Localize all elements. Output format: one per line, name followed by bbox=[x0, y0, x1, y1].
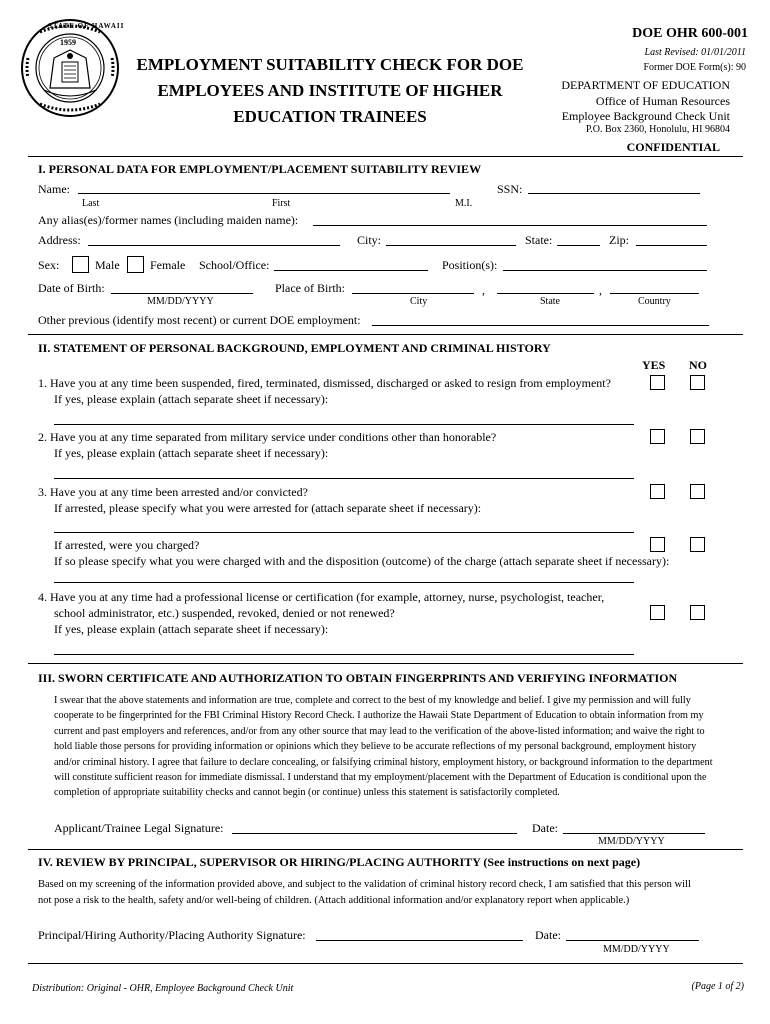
male-checkbox[interactable] bbox=[72, 256, 89, 273]
authority-date-label: Date: bbox=[535, 928, 561, 942]
q3b-text: If arrested, were you charged? bbox=[54, 538, 200, 552]
q3-answer-line[interactable] bbox=[54, 532, 634, 533]
sex-label: Sex: bbox=[38, 258, 60, 272]
divider bbox=[28, 334, 743, 335]
q1-answer-line[interactable] bbox=[54, 424, 634, 425]
q4-line2: school administrator, etc.) suspended, revoked, denied or not renewed? bbox=[54, 606, 395, 620]
other-employment-label: Other previous (identify most recent) or current DOE employment: bbox=[38, 313, 361, 327]
office: Office of Human Resources bbox=[595, 94, 730, 108]
q1-no-checkbox[interactable] bbox=[690, 375, 705, 390]
q1-yes-checkbox[interactable] bbox=[650, 375, 665, 390]
state-seal bbox=[20, 18, 125, 118]
pob-comma-2: , bbox=[599, 283, 602, 297]
seal-year: 1959 bbox=[60, 38, 76, 47]
applicant-signature-label: Applicant/Trainee Legal Signature: bbox=[54, 821, 224, 835]
q1-sub: If yes, please explain (attach separate sheet if necessary): bbox=[54, 392, 329, 406]
divider bbox=[28, 849, 743, 850]
q3-sub: If arrested, please specify what you were arrested for (attach separate sheet if necessary): bbox=[54, 501, 482, 515]
ssn-field[interactable] bbox=[528, 193, 700, 194]
q3-text: 3. Have you at any time been arrested and/or convicted? bbox=[38, 485, 308, 499]
title-line-2: EMPLOYEES AND INSTITUTE OF HIGHER bbox=[157, 81, 503, 100]
position-label: Position(s): bbox=[442, 258, 498, 272]
q3-yes-checkbox[interactable] bbox=[650, 484, 665, 499]
last-hint: Last bbox=[82, 198, 100, 209]
q4-text: 4. Have you at any time had a professional license or certification (for example, attorney, nurse, psychologist, teacher, bbox=[38, 590, 605, 604]
dob-label: Date of Birth: bbox=[38, 281, 105, 295]
q3-no-checkbox[interactable] bbox=[690, 484, 705, 499]
pob-city-field[interactable] bbox=[352, 293, 474, 294]
address-label: Address: bbox=[38, 233, 81, 247]
divider bbox=[28, 663, 743, 664]
pob-state-field[interactable] bbox=[497, 293, 594, 294]
form-id: DOE OHR 600-001 bbox=[632, 26, 748, 41]
department: DEPARTMENT OF EDUCATION bbox=[561, 78, 730, 92]
q2-text: 2. Have you at any time separated from military service under conditions other than honorable? bbox=[38, 430, 497, 444]
female-checkbox[interactable] bbox=[127, 256, 144, 273]
title-line-3: EDUCATION TRAINEES bbox=[233, 107, 427, 126]
divider bbox=[28, 156, 743, 157]
ssn-label: SSN: bbox=[497, 182, 523, 196]
unit: Employee Background Check Unit bbox=[561, 109, 730, 123]
state-label: State: bbox=[525, 233, 553, 247]
authority-date-field[interactable] bbox=[566, 940, 699, 941]
last-revised: Last Revised: 01/01/2011 bbox=[644, 47, 746, 58]
first-hint: First bbox=[272, 198, 291, 209]
q4-no-checkbox[interactable] bbox=[690, 605, 705, 620]
seal-label: STATE OF HAWAII bbox=[48, 22, 125, 30]
dob-field[interactable] bbox=[111, 293, 253, 294]
school-label: School/Office: bbox=[199, 258, 270, 272]
state-seal-icon bbox=[20, 18, 120, 118]
position-field[interactable] bbox=[503, 270, 707, 271]
confidential-label: CONFIDENTIAL bbox=[626, 140, 720, 154]
q3b-no-checkbox[interactable] bbox=[690, 537, 705, 552]
review-statement: Based on my screening of the information provided above, and subject to the validation of criminal history record check, I am satisfied that this person will not pose a risk to the health, safety and/or well-being of children. (Attach additional information and/or explanatory report when applicable.) bbox=[38, 879, 691, 906]
alias-label: Any alias(es)/former names (including maiden name): bbox=[38, 213, 299, 227]
no-header: NO bbox=[689, 358, 707, 372]
pob-country-hint: Country bbox=[638, 296, 671, 307]
zip-field[interactable] bbox=[636, 245, 707, 246]
q2-no-checkbox[interactable] bbox=[690, 429, 705, 444]
pob-comma-1: , bbox=[482, 283, 485, 297]
other-employment-field[interactable] bbox=[372, 325, 709, 326]
applicant-date-hint: MM/DD/YYYY bbox=[598, 836, 665, 847]
address: P.O. Box 2360, Honolulu, HI 96804 bbox=[585, 124, 730, 135]
address-field[interactable] bbox=[88, 245, 340, 246]
section4-heading: IV. REVIEW BY PRINCIPAL, SUPERVISOR OR HIRING/PLACING AUTHORITY (See instructions on next page) bbox=[38, 855, 641, 869]
page-number: (Page 1 of 2) bbox=[691, 981, 744, 992]
city-label: City: bbox=[357, 233, 382, 247]
applicant-date-label: Date: bbox=[532, 821, 558, 835]
section1-heading: I. PERSONAL DATA FOR EMPLOYMENT/PLACEMENT SUITABILITY REVIEW bbox=[38, 162, 482, 176]
pob-label: Place of Birth: bbox=[275, 281, 345, 295]
q1-text: 1. Have you at any time been suspended, fired, terminated, dismissed, discharged or asked to resign from employment? bbox=[38, 376, 611, 390]
dob-hint: MM/DD/YYYY bbox=[147, 296, 214, 307]
applicant-date-field[interactable] bbox=[563, 833, 705, 834]
authority-date-hint: MM/DD/YYYY bbox=[603, 944, 670, 955]
distribution-note: Distribution: Original - OHR, Employee Background Check Unit bbox=[32, 983, 294, 994]
applicant-signature-field[interactable] bbox=[232, 833, 517, 834]
mi-hint: M.I. bbox=[455, 198, 473, 209]
female-label: Female bbox=[150, 258, 186, 272]
zip-label: Zip: bbox=[609, 233, 629, 247]
name-label: Name: bbox=[38, 182, 70, 196]
divider bbox=[28, 963, 743, 964]
pob-city-hint: City bbox=[410, 296, 428, 307]
q2-yes-checkbox[interactable] bbox=[650, 429, 665, 444]
sworn-statement: I swear that the above statements and information are true, complete and correct to the best of my knowledge and belief. I give my permission and will fully cooperate to be fingerprinted for the FBI Criminal History Record Check. I authorize the Hawaii State Department of Education to obtain information from my current and past employers and references, and/or from any other source that may lead to the verification of the above-listed information; and waive the right to hold liable those persons for providing information or opinions which they believe to be accurate reflections of my personal background, employment history and/or criminal history. I agree that failure to declare concealing, or falsifying criminal history, employment history, or background information to the department will constitute sufficient reason for immediate dismissal. I understand that my employment/placement with the Department of Education is conditional upon the completion of appropriate suitability checks and cannot begin (or continue) unless this statement is satisfactorily completed. bbox=[54, 695, 713, 799]
q3b-answer-line[interactable] bbox=[54, 582, 634, 583]
q4-sub: If yes, please explain (attach separate sheet if necessary): bbox=[54, 622, 329, 636]
authority-signature-field[interactable] bbox=[316, 940, 523, 941]
q2-sub: If yes, please explain (attach separate sheet if necessary): bbox=[54, 446, 329, 460]
section2-heading: II. STATEMENT OF PERSONAL BACKGROUND, EMPLOYMENT AND CRIMINAL HISTORY bbox=[38, 341, 551, 355]
city-field[interactable] bbox=[386, 245, 516, 246]
title-line-1: EMPLOYMENT SUITABILITY CHECK FOR DOE bbox=[136, 55, 524, 74]
name-field[interactable] bbox=[78, 193, 450, 194]
school-field[interactable] bbox=[274, 270, 428, 271]
q3b-sub: If so please specify what you were charged with and the disposition (outcome) of the charge (attach separate sheet if necessary): bbox=[54, 554, 670, 568]
section3-heading: III. SWORN CERTIFICATE AND AUTHORIZATION TO OBTAIN FINGERPRINTS AND VERIFYING INFORMATION bbox=[38, 671, 678, 685]
q3b-yes-checkbox[interactable] bbox=[650, 537, 665, 552]
male-label: Male bbox=[95, 258, 120, 272]
page-title bbox=[110, 52, 550, 130]
q4-yes-checkbox[interactable] bbox=[650, 605, 665, 620]
pob-state-hint: State bbox=[540, 296, 560, 307]
authority-signature-label: Principal/Hiring Authority/Placing Authority Signature: bbox=[38, 928, 306, 942]
pob-country-field[interactable] bbox=[610, 293, 699, 294]
yes-header: YES bbox=[642, 358, 666, 372]
state-field[interactable] bbox=[557, 245, 600, 246]
q4-answer-line[interactable] bbox=[54, 654, 634, 655]
former-forms: Former DOE Form(s): 90 bbox=[643, 62, 746, 73]
q2-answer-line[interactable] bbox=[54, 478, 634, 479]
alias-field[interactable] bbox=[313, 225, 707, 226]
